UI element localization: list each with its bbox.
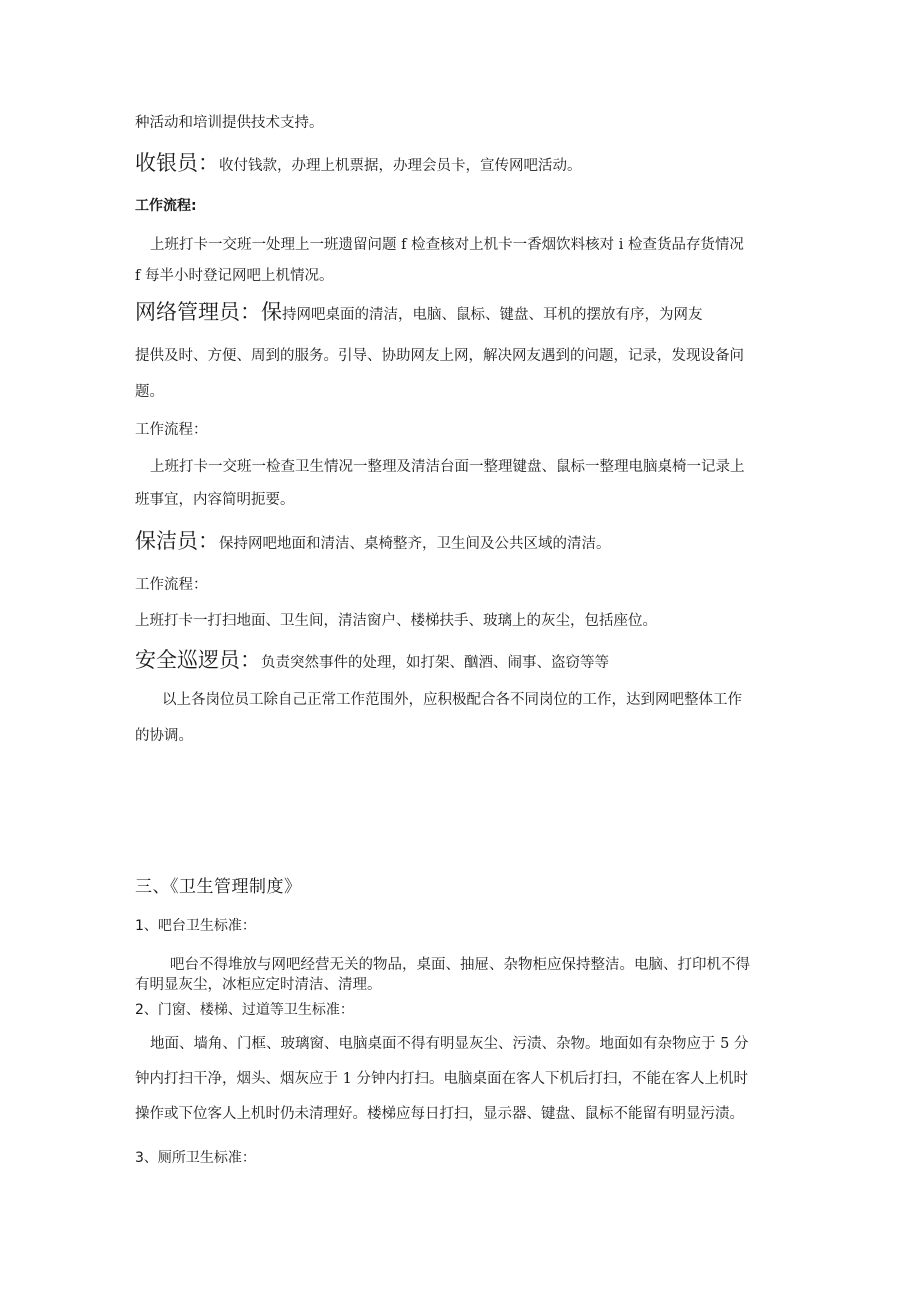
- security-title: 安全巡逻员：: [135, 648, 261, 672]
- cleaner-paragraph: [135, 528, 611, 554]
- item-line: 有明显灰尘，冰柜应定时清洁、清理。: [135, 977, 382, 993]
- item-line: 操作或下位客人上机时仍未清理好。楼梯应每日打扫，显示器、键盘、鼠标不能留有明显污渍。: [135, 1106, 744, 1122]
- item-line: 地面、墙角、门框、玻璃窗、电脑桌面不得有明显灰尘、污渍、杂物。地面如有杂物应于 5 分: [150, 1036, 749, 1052]
- netadmin-flow-label: 工作流程：: [135, 422, 208, 438]
- netadmin-paragraph: [135, 299, 703, 325]
- security-desc: 负责突然事件的处理，如打架、酗酒、闹事、盗窃等等: [261, 655, 609, 671]
- summary-line: 以上各岗位员工除自己正常工作范围外，应积极配合各不同岗位的工作，达到网吧整体工作: [162, 692, 742, 708]
- item-label: 3、厕所卫生标准：: [135, 1150, 256, 1166]
- cashier-desc: 收付钱款，办理上机票据，办理会员卡，宣传网吧活动。: [219, 158, 582, 174]
- cleaner-flow-label: 工作流程：: [135, 577, 208, 593]
- netadmin-desc-line: 题。: [135, 384, 164, 400]
- netadmin-desc: 持网吧桌面的清洁，电脑、鼠标、键盘、耳机的摆放有序，为网友: [282, 307, 703, 323]
- item-line: 吧台不得堆放与网吧经营无关的物品，桌面、抽屉、杂物柜应保持整洁。电脑、打印机不得: [170, 957, 750, 973]
- section-heading: 三、《卫生管理制度》: [135, 877, 302, 897]
- cleaner-flow-line: 上班打卡一打扫地面、卫生间，清洁窗户、楼梯扶手、玻璃上的灰尘，包括座位。: [135, 613, 657, 629]
- cashier-flow-line: 上班打卡一交班一处理上一班遗留问题 f 检查核对上机卡一香烟饮料核对 i 检查货品存货情况: [150, 237, 744, 253]
- cashier-title: 收银员：: [135, 151, 219, 175]
- item-label: 1、吧台卫生标准：: [135, 918, 256, 934]
- cleaner-desc: 保持网吧地面和清洁、桌椅整齐，卫生间及公共区域的清洁。: [219, 536, 611, 552]
- netadmin-flow-line: 上班打卡一交班一检查卫生情况一整理及清洁台面一整理键盘、鼠标一整理电脑桌椅一记录上: [150, 459, 745, 475]
- cleaner-title: 保洁员：: [135, 529, 219, 553]
- text-line: 种活动和培训提供技术支持。: [135, 115, 324, 131]
- item-line: 钟内打扫干净，烟头、烟灰应于 1 分钟内打扫。电脑桌面在客人下机后打扫，不能在客人上机时: [135, 1071, 748, 1087]
- netadmin-desc-line: 提供及时、方便、周到的服务。引导、协助网友上网，解决网友遇到的问题，记录，发现设备问: [135, 348, 744, 364]
- cashier-flow-line: f 每半小时登记网吧上机情况。: [135, 268, 334, 284]
- summary-line: 的协调。: [135, 728, 193, 744]
- cashier-paragraph: [135, 150, 582, 176]
- security-paragraph: [135, 647, 609, 673]
- cashier-flow-label: 工作流程:: [135, 198, 197, 214]
- item-label: 2、门窗、楼梯、过道等卫生标准：: [135, 1002, 354, 1018]
- netadmin-flow-line: 班事宜，内容简明扼要。: [135, 492, 295, 508]
- netadmin-title: 网络管理员：保: [135, 300, 282, 324]
